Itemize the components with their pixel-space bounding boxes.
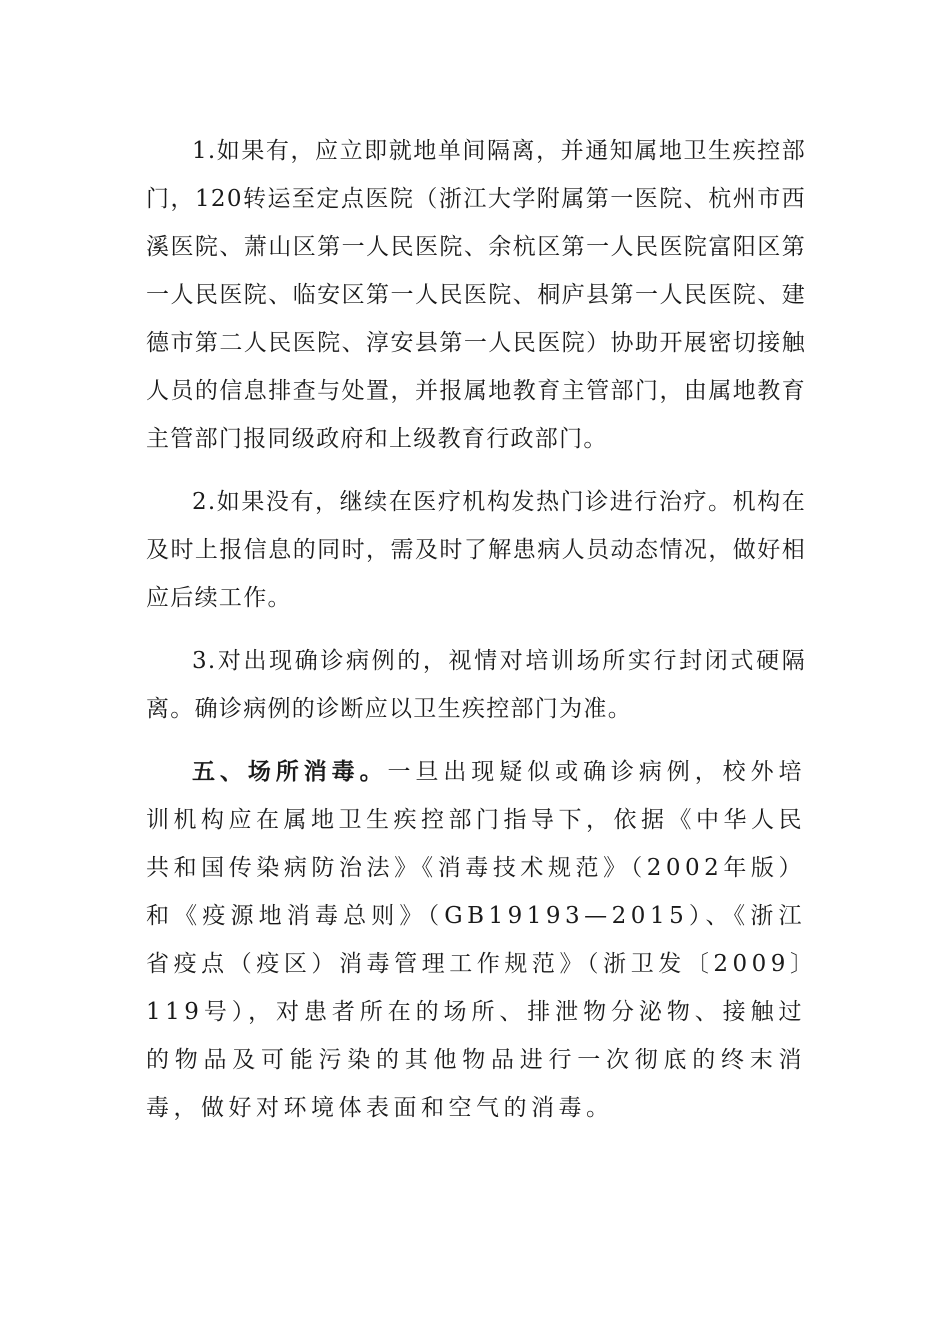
section-5-body: 一旦出现疑似或确诊病例，校外培训机构应在属地卫生疾控部门指导下，依据《中华人民共和国传染病防治法》《消毒技术规范》（2002年版）和《疫源地消毒总则》（GB19193—2015）、《浙江省疫点（疫区）消毒管理工作规范》（浙卫发〔2009〕119号），对患者所在的场所、排泄物分泌物、接触过的物品及可能污染的其他物品进行一次彻底的终末消毒，做好对环境体表面和空气的消毒。 <box>146 759 807 1121</box>
paragraph-3: 3.对出现确诊病例的，视情对培训场所实行封闭式硬隔离。确诊病例的诊断应以卫生疾控部门为准。 <box>146 648 806 722</box>
section-5-paragraph <box>146 748 806 1132</box>
paragraph-1: 1.如果有，应立即就地单间隔离，并通知属地卫生疾控部门，120转运至定点医院（浙江大学附属第一医院、杭州市西溪医院、萧山区第一人民医院、余杭区第一人民医院富阳区第一人民医院、临安区第一人民医院、桐庐县第一人民医院、建德市第二人民医院、淳安县第一人民医院）协助开展密切接触人员的信息排查与处置，并报属地教育主管部门，由属地教育主管部门报同级政府和上级教育行政部门。 <box>146 138 806 452</box>
paragraph-2: 2.如果没有，继续在医疗机构发热门诊进行治疗。机构在及时上报信息的同时，需及时了解患病人员动态情况，做好相应后续工作。 <box>146 489 806 611</box>
document-page <box>146 127 806 1147</box>
section-5-heading: 五、场所消毒。 <box>192 758 388 785</box>
